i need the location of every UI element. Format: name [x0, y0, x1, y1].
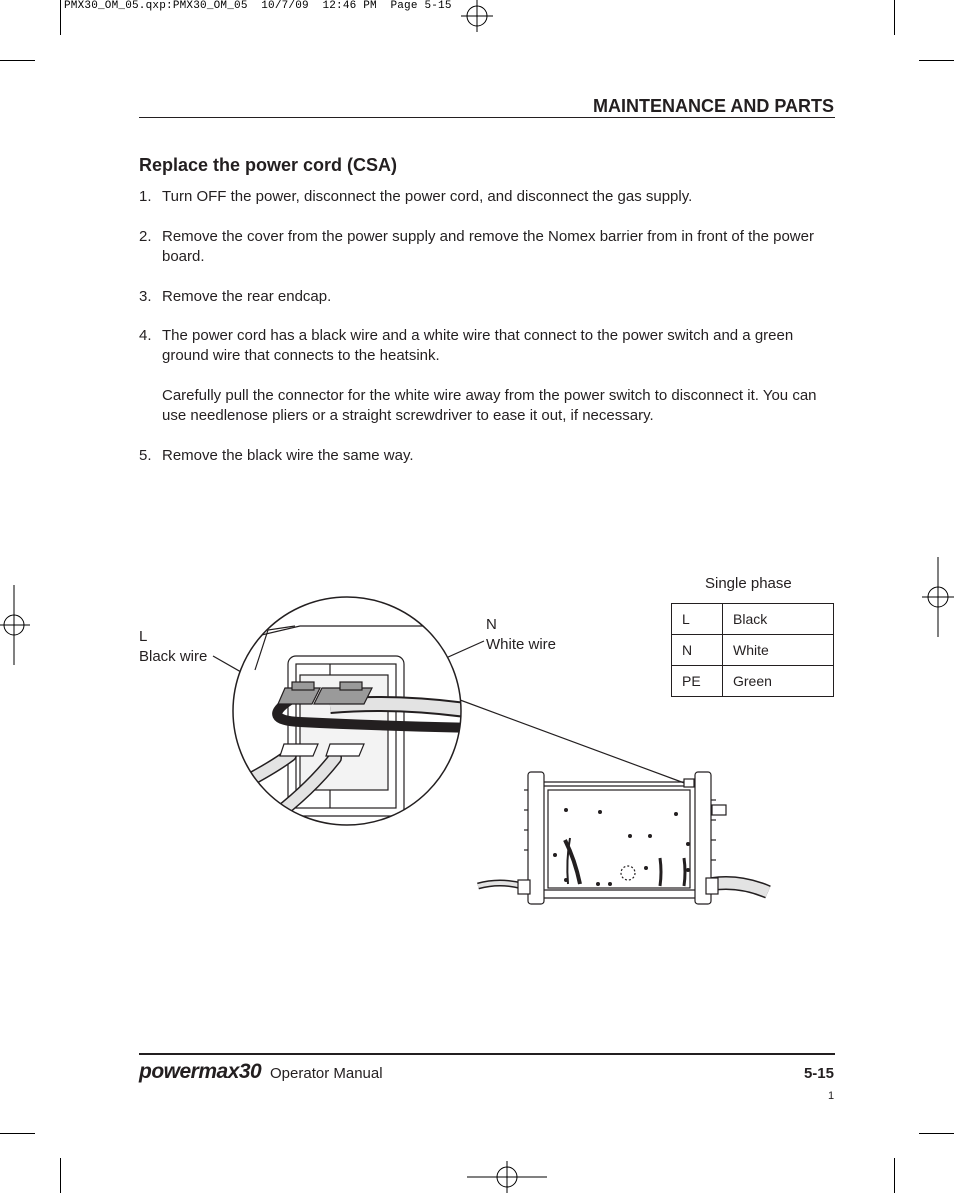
sheet-number: 1	[828, 1090, 835, 1102]
step-number: 1.	[139, 188, 152, 205]
wire-code: L	[672, 604, 723, 635]
step-number: 5.	[139, 447, 152, 464]
table-row	[672, 604, 834, 635]
page-title: Replace the power cord (CSA)	[139, 155, 398, 175]
wire-code: PE	[672, 666, 723, 697]
manual-title: Operator Manual	[270, 1065, 383, 1082]
step-number: 2.	[139, 228, 152, 245]
step-number: 4.	[139, 327, 152, 344]
wire-color: White	[723, 635, 834, 666]
step-note: Carefully pull the connector for the white wire away from the power switch to disconnect it. You can use needlenose pliers or a straight screwdriver to ease it out, if necessary.	[162, 387, 817, 424]
white-wire-text: White wire	[486, 636, 557, 653]
table-row	[672, 635, 834, 666]
phase-table	[671, 603, 834, 697]
wire-code: N	[672, 635, 723, 666]
page-number: 5-15	[803, 1065, 834, 1082]
step-text: Turn OFF the power, disconnect the power cord, and disconnect the gas supply.	[162, 188, 693, 205]
black-wire-text: Black wire	[139, 648, 208, 665]
step-text: The power cord has a black wire and a white wire that connect to the power switch and a green ground wire that connects to the heatsink.	[162, 327, 794, 364]
step-text: Remove the black wire the same way.	[162, 447, 414, 464]
step-number: 3.	[139, 288, 152, 305]
step-text: Remove the cover from the power supply and remove the Nomex barrier from in front of the power board.	[162, 228, 814, 265]
black-wire-letter: L	[139, 628, 148, 645]
section-header: MAINTENANCE AND PARTS	[593, 96, 834, 116]
phase-table-title: Single phase	[705, 575, 792, 592]
printer-slug: PMX30_OM_05.qxp:PMX30_OM_05 10/7/09 12:46 PM Page 5-15	[64, 0, 452, 12]
wire-color: Black	[723, 604, 834, 635]
white-wire-letter: N	[486, 616, 497, 633]
footer-divider	[139, 1053, 835, 1055]
wire-color: Green	[723, 666, 834, 697]
brand-logo: powermax30	[139, 1060, 262, 1083]
table-row	[672, 666, 834, 697]
step-text: Remove the rear endcap.	[162, 288, 332, 305]
